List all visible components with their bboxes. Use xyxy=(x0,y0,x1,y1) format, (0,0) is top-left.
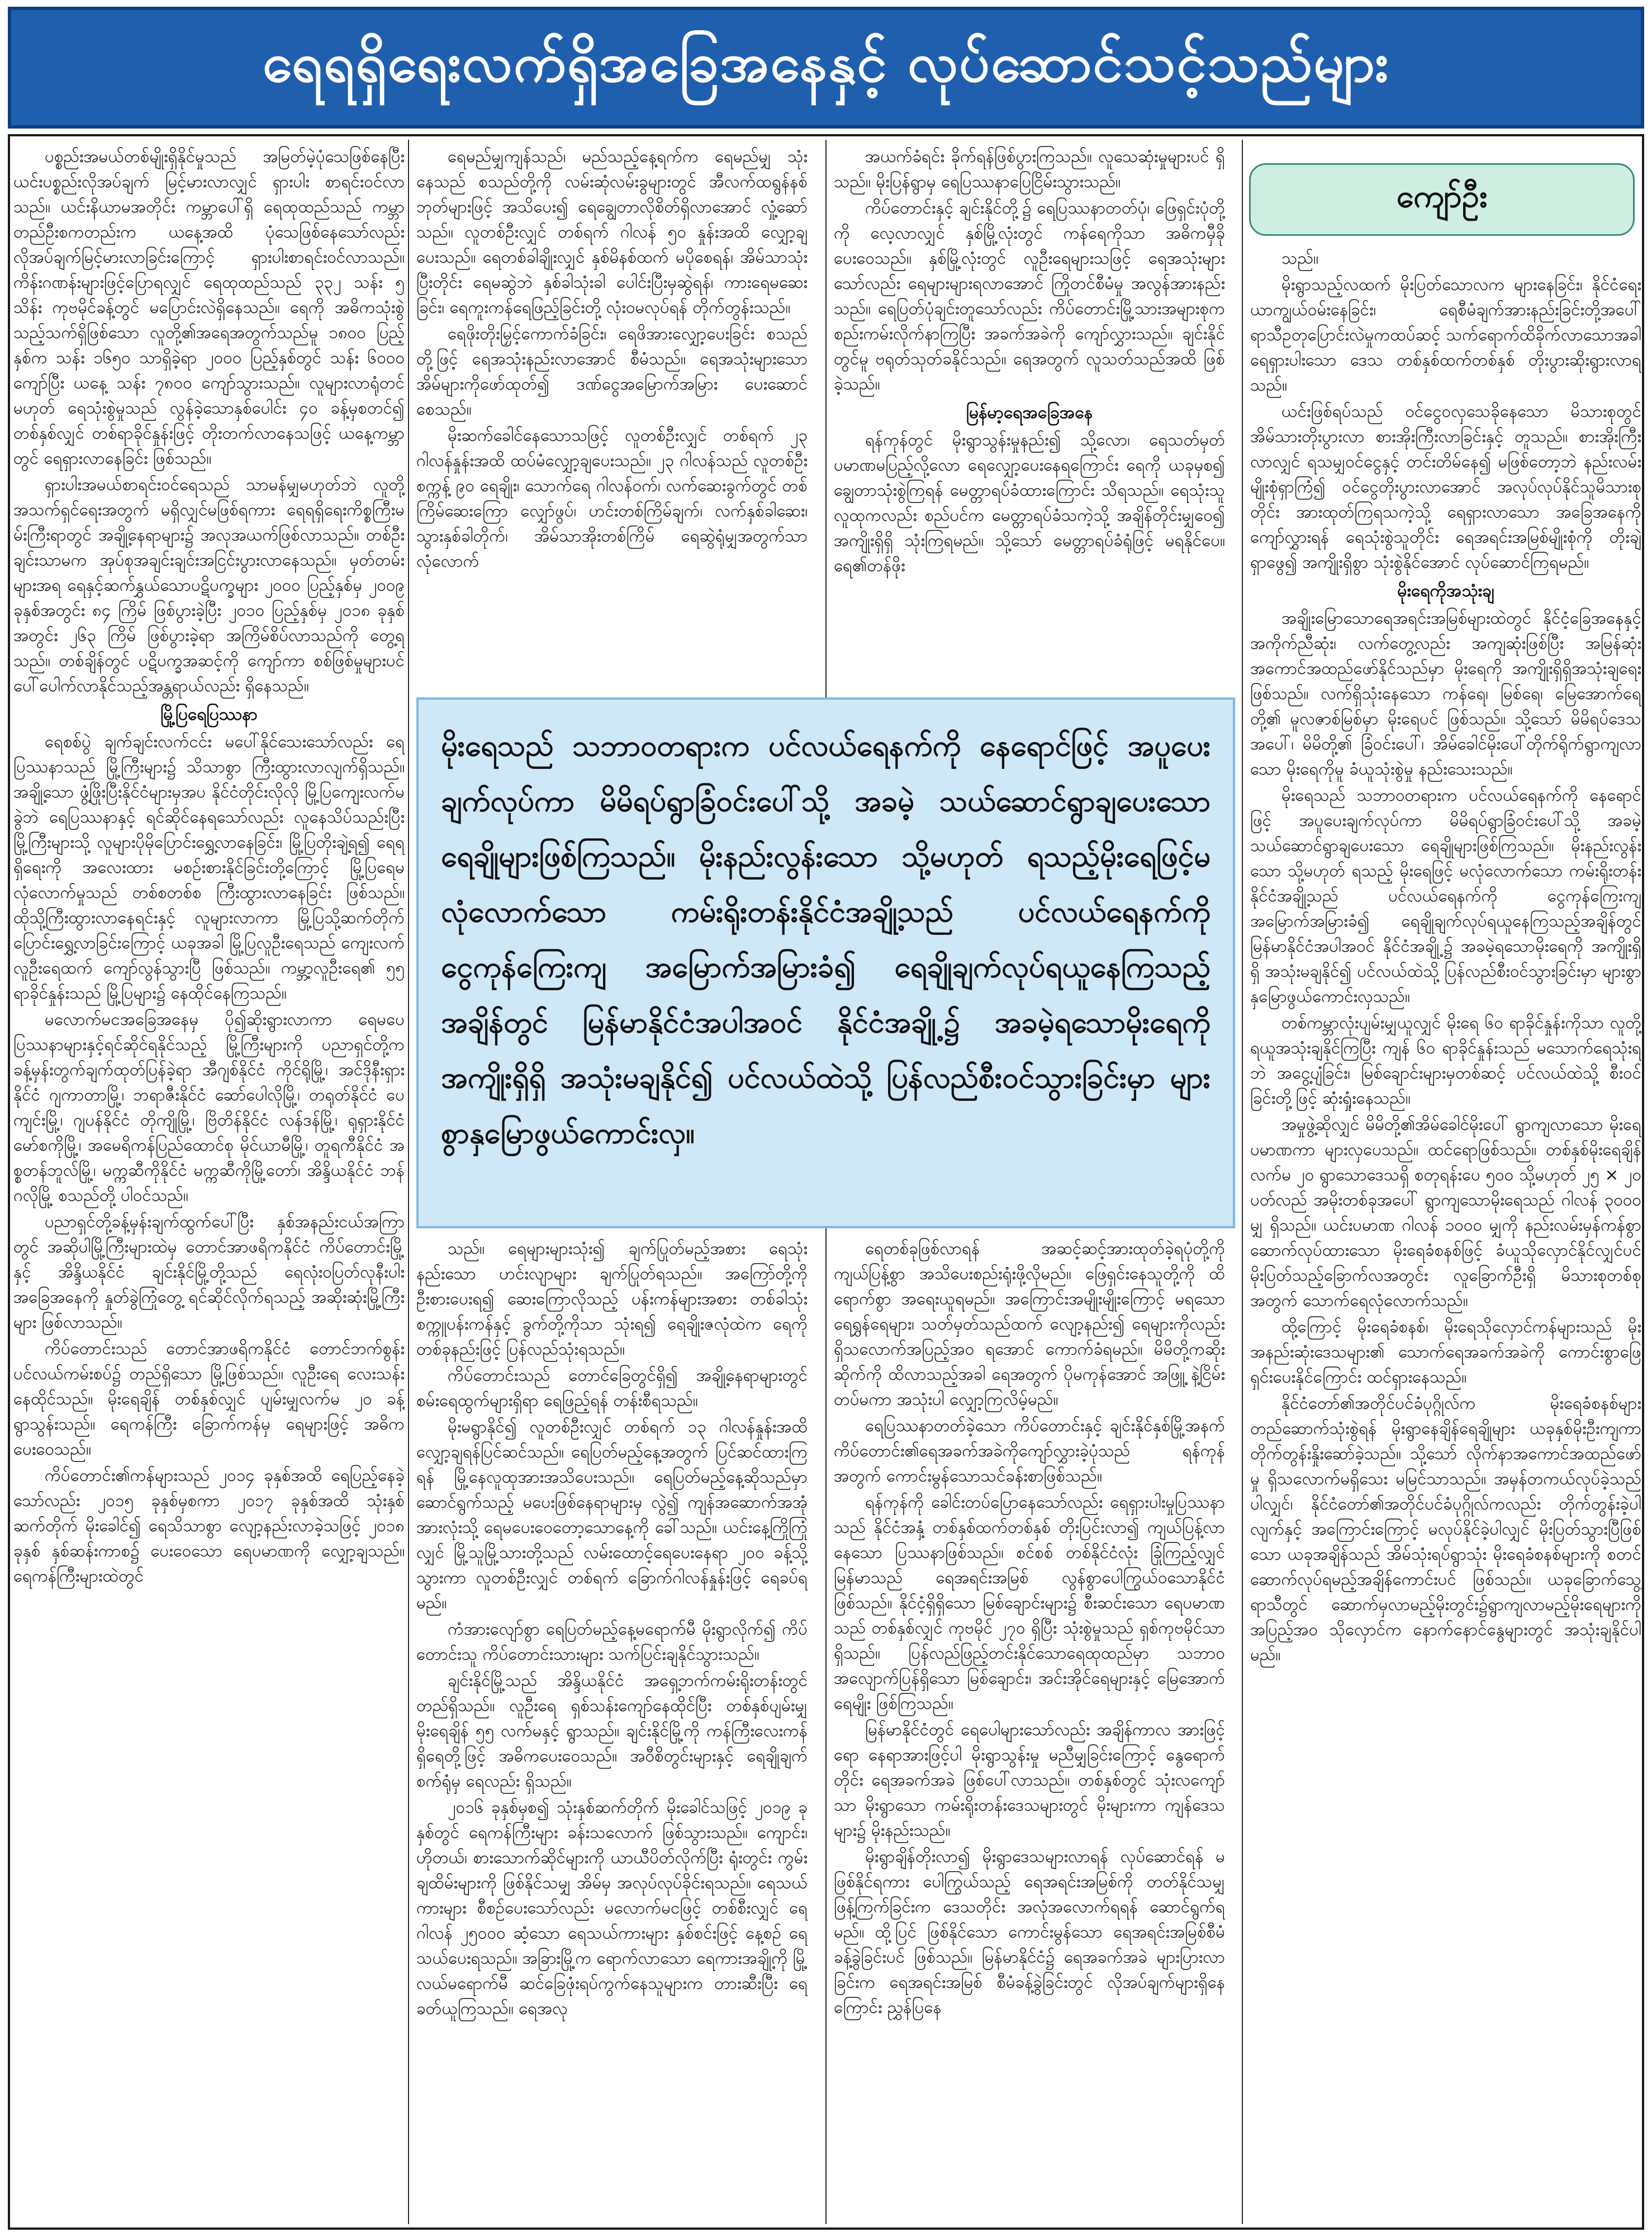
article-paragraph: ရေတစ်ခုဖြစ်လာရန် အဆင့်ဆင့်အားထုတ်ခဲ့ရပုံတို့ကို ကျယ်ပြန့်စွာ အသိပေးစည်းရုံးဖို့လိုမည်။ ဖြေရှင်းနေသူတို့ကို ထိရောက်စွာ အရေးယူရမည်။ အကြောင်းအမျိုးမျိုးကြောင့် မရသောရေရွှန်ရေများ၊ သတ်မှတ်သည်ထက် လျော့နည်း၍ ရေများကိုလည်း ရှိသလောက်အပြည့်အဝ ရအောင် ကောက်ခံရမည်။ မိမိတို့ကဆိုးဆိုက်ကို ထိလာသည့်အခါ ရေအတွက် ပိုမကုန်အောင် အဖြူ့ နဲ့ငြိမ်းတပ်မကာ အသုံးပါ လျှော့ကြလိမ့်မည်။ xyxy=(834,1239,1225,1409)
article-paragraph: အယက်ခံရင်း ခိုက်ရန်ဖြစ်ပွားကြသည်။ လူသေဆုံးမှုများပင် ရှိသည်။ မိုးပြန်ရွာမှ ရေပြဿနာပြေငြိမ်းသွားသည်။ xyxy=(834,147,1225,191)
article-paragraph: ပစ္စည်းအမယ်တစ်မျိုးရှိနိုင်မှုသည် အမြတ်မဲ့ပုံသေဖြစ်နေပြီး ယင်းပစ္စည်းလိုအပ်ချက် မြင့်မားလာလျှင် ရှားပါး စာရင်းဝင်လာသည်။ ယင်းနိယာမအတိုင်း ကမ္ဘာပေါ်ရှိ ရေထုထည်သည် ကမ္ဘာတည်ဦးစကတည်းက ယနေ့အထိ ပုံသေဖြစ်နေသော်လည်း လိုအပ်ချက်မြင့်မားလာခြင်းကြောင့် ရှားပါးစာရင်းဝင်လာသည်။ ကိန်းဂဏန်းများဖြင့်ပြောရလျှင် ရေထုထည်သည် ၃၃၂ သန်း ၅ သိန်း ကုဗမိုင်ခန့်တွင် မပြောင်းလဲရှိနေသည်။ ရေကို အဓိကသုံးစွဲသည့်သက်ရှိဖြစ်သော လူတို့၏အရေအတွက်သည်မူ ၁၈၀၀ ပြည့်နှစ်က သန်း ၁၆၅၀ သာရှိခဲ့ရာ ၂၀၀၀ ပြည့်နှစ်တွင် သန်း ၆၀၀၀ ကျော်ပြီး ယနေ့ သန်း ၇၈၀၀ ကျော်သွားသည်။ လူများလာရုံတင်မဟုတ် ရေသုံးစွဲမှုသည် လွန်ခဲ့သောနှစ်ပေါင်း ၄၀ ခန့်မှစတင်၍ တစ်နှစ်လျှင် တစ်ရာခိုင်နှုန်းဖြင့် တိုးတက်လာနေသဖြင့် ယနေ့ကမ္ဘာတွင် ရေရှားလာနေခြင်း ဖြစ်သည်။ xyxy=(13,147,405,468)
article-paragraph: ချင်းနိုင်မြို့သည် အိန္ဒိယနိုင်ငံ အရှေ့ဘက်ကမ်းရိုးတန်းတွင် တည်ရှိသည်။ လူဦးရေ ရှစ်သန်းကျော်နေထိုင်ပြီး တစ်နှစ်ပျမ်းမျှမိုးရေချိန် ၅၅ လက်မနှင့် ရွာသည်။ ချင်းနိုင်မြို့ကို ကန်ကြီးလေးကန်ရှိရေတို့ဖြင့် အဓိကပေးဝေသည်။ အဝီစိတွင်းများနှင့် ရေချိုချက်စက်ရုံမှ ရေလည်း ရှိသည်။ xyxy=(416,1671,808,1790)
article-paragraph: ရေပြဿနာတတ်ခဲ့သော ကိပ်တောင်းနှင့် ချင်းနိုင်နှစ်မြို့အနက် ကိပ်တောင်း၏ရေအခက်အခဲကိုကျော်လွှားခဲ့ပုံသည် ရန်ကုန်အတွက် ကောင်းမွန်သောသင်ခန်းစာဖြစ်သည်။ xyxy=(834,1416,1225,1485)
article-paragraph: တစ်ကမ္ဘာလုံးပျမ်းမျှယူလျှင် မိုးရေ ၆၀ ရာခိုင်နှုန်းကိုသာ လူတို့ရယူအသုံးချနိုင်ကြပြီး ကျန် ၆၀ ရာခိုင်နှုန်းသည် မသောက်ရေသုံးရဘဲ အငွေ့ပျံခြင်း၊ မြစ်ချောင်းများမှတစ်ဆင့် ပင်လယ်ထဲသို့ စီးဝင်ခြင်းတို့ဖြင့် ဆုံးရှုံးနေသည်။ xyxy=(1250,1013,1641,1108)
article-paragraph: ပညာရှင်တို့ခန့်မှန်းချက်ထွက်ပေါ်ပြီး နှစ်အနည်းငယ်အကြာတွင် အဆိုပါမြို့ကြီးများထဲမှ တောင်အာဖရိကနိုင်ငံ ကိပ်တောင်းမြို့နှင့် အိန္ဒိယနိုင်ငံ ချင်းနိုင်မြို့တို့သည် ရေလုံးဝပြတ်လုနီးပါး အခြေအနေကို နှုတ်ခွဲကြုံတွေ့ ရင်ဆိုင်လိုက်ရသည့် အဆိုးဆုံးမြို့ကြီးများ ဖြစ်လာသည်။ xyxy=(13,1212,405,1332)
article-paragraph: ကိပ်တောင်းသည် တောင်ခြေတွင်ရှိ၍ အချို့နေရာများတွင် စမ်းရေထွက်များရှိရာ ရေဖြည့်ရန် တန်းစီရသည်။ xyxy=(416,1366,808,1410)
article-column-2-bottom xyxy=(416,1236,808,2222)
section-heading: မြန်မာ့ရေအခြေအနေ xyxy=(966,403,1093,422)
article-paragraph: မိုးမရွာနိုင်၍ လူတစ်ဦးလျှင် တစ်ရက် ၁၃ ဂါလန်နှုန်းအထိ လျှော့ချရန်ပြင်ဆင်သည်။ ရေပြတ်မည့်နေ့အတွက် ပြင်ဆင်ထားကြရန် မြို့နေလူထုအားအသိပေးသည်။ ရေပြတ်မည့်နေ့ဆိုသည်မှာ ဆောင်ရွက်သည့် မပေးဖြစ်နေရာများမှ လွဲ၍ ကျန်အဆောက်အအုံအားလုံးသို့ ရေမပေးဝေတော့သောနေ့ကို ခေါ်သည်။ ယင်းနေ့ကြိုကြုံလျှင် မြို့သူမြို့သားတို့သည် လမ်းထောင့်ရေပေးနေရာ ၂၀၀ ခန့်သို့ သွားကာ လူတစ်ဦးလျှင် တစ်ရက် ခြောက်ဂါလန်နှုန်းဖြင့် ရေခပ်ရမည်။ xyxy=(416,1417,808,1612)
article-column-2 xyxy=(416,144,808,687)
article-column-3-bottom xyxy=(834,1236,1225,2222)
article-paragraph: မိုးရွာချိန်တိုးလာ၍ မိုးရွာဒေသများလာရန် လုပ်ဆောင်ရန် မဖြစ်နိုင်ရကား ပေါကြွယ်သည့် ရေအရင်းအမြစ်ကို တတ်နိုင်သမျှ ဖြန့်ကြက်ခြင်းက ဒေသတိုင်း အလုံအလောက်ရရန် ဆောင်ရွက်ရမည်။ ထို့ပြင် ဖြစ်နိုင်သော ကောင်းမွန်သော ရေအရင်းအမြစ်စီမံခန့်ခွဲခြင်းပင် ဖြစ်သည်။ မြန်မာနိုင်ငံ၌ ရေအခက်အခဲ များပြားလာခြင်းက ရေအရင်းအမြစ် စီမံခန့်ခွဲခြင်းတွင် လိုအပ်ချက်များရှိနေကြောင်း ညွှန်ပြနေ xyxy=(834,1847,1225,2017)
article-paragraph: မိုးရွာသည့်လထက် မိုးပြတ်သောလက များနေခြင်း၊ နိုင်ငံရေးယာကျွယ်ဝမ်းနေခြင်း၊ ရေစီမံချက်အားနည်းခြင်းတို့အပေါ် ရာသီဥတုပြောင်းလဲမှုကထပ်ဆင့် သက်ရောက်ထိခိုက်လာသောအခါ ရေရှားပါးသော ဒေသ တစ်နှစ်ထက်တစ်နှစ် တိုးပွားဆိုးရွားလာရသည်။ xyxy=(1250,275,1641,395)
section-heading: မြို့ပြရေပြဿနာ xyxy=(160,705,258,724)
article-column-3 xyxy=(834,144,1225,687)
author-name: ကျော်ဦး xyxy=(1396,178,1488,215)
article-paragraph: ကိပ်တောင်း၏ကန်များသည် ၂၀၁၄ ခုနှစ်အထိ ရေပြည့်နေခဲ့သော်လည်း ၂၀၁၅ ခုနှစ်မှစကာ ၂၀၁၇ ခုနှစ်အထိ သုံးနှစ်ဆက်တိုက် မိုးခေါင်၍ ရေသိသာစွာ လျော့နည်းလာခဲ့သဖြင့် ၂၀၁၈ ခုနှစ် နှစ်ဆန်းကာစ၌ ပေးဝေသော ရေပမာဏကို လျှော့ချသည်။ ရေကန်ကြီးများထဲတွင် xyxy=(13,1466,405,1585)
article-paragraph: ယင်းဖြစ်ရပ်သည် ဝင်ငွေဝလှသေခိုနေသော မိသားစုတွင် အိမ်သားတိုးပွားလာ စားအိုးကြီးလာခြင်းနှင့် တူသည်။ စားအိုးကြီးလာလျှင် ရသမျှဝင်ငွေနှင့် တင်းတိမ်နေ၍ မဖြစ်တော့ဘဲ နည်းလမ်းမျိုးစုံရှာကြံ၍ ဝင်ငွေတိုးပွားလာအောင် အလုပ်လုပ်နိုင်သူမိသားစုတိုင်း အားထုတ်ကြရသကဲ့သို့ ရေရှားလာသော အခြေအနေကို ကျော်လွှားရန် ရေသုံးစွဲသူတိုင်း ရေအရင်းအမြစ်မျိုးစုံကို တိုးချဲ့ရှာဖွေ၍ အကျိုးရှိစွာ သုံးစွဲနိုင်အောင် လုပ်ဆောင်ကြရမည်။ xyxy=(1250,402,1641,572)
article-paragraph: ရန်ကုန်တွင် မိုးရွာသွန်းမှုနည်း၍ သို့လော၊ ရေသတ်မှတ်ပမာဏမပြည့်လို့လော ရေလျှော့ပေးနေရကြောင်း ရေကို ယခုမှစ၍ ချွေတာသုံးစွဲကြရန် မေတ္တာရပ်ခံထားကြောင်း သိရသည်။ ရေသုံးသူလူထုကလည်း စည်ပင်က မေတ္တာရပ်ခံသကဲ့သို့ အချိန်တိုင်းမျှဝေ၍ အကျိုးရှိရှိ သုံးကြရမည်။ သို့သော် မေတ္တာရပ်ခံရုံဖြင့် မရနိုင်ပေ။ ရေ၏တန်ဖိုး xyxy=(834,430,1225,575)
author-box xyxy=(1249,163,1635,236)
article-paragraph: ရေစစ်ပွဲ ချက်ချင်းလက်ငင်း မပေါ်နိုင်သေးသော်လည်း ရေပြဿနာသည် မြို့ကြီးများ၌ သိသာစွာ ကြီးထွားလာလျက်ရှိသည်။ အချို့သော ဖွံ့ဖြိုးပြီးနိုင်ငံများမှအပ နိုင်ငံတိုင်းလိုလို မြို့ပြကျေးလက်မခွဲဘဲ ရေပြဿနာနှင့် ရင်ဆိုင်နေရသော်လည်း လူနေသိပ်သည်းပြီး မြို့ကြီးများသို့ လူများပိုမိုပြောင်းရွှေ့လာနေခြင်း၊ မြို့ပြတိုးချဲ့ရ၍ ရေရရှိရေးကို အလေးထား မစဉ်းစားနိုင်ခြင်းတို့ကြောင့် မြို့ပြရေမလုံလောက်မှုသည် တစ်စတစ်စ ကြီးထွားလာနေခြင်း ဖြစ်သည်။ ထိုသို့ကြီးထွားလာနေရင်းနှင့် လူများလာကာ မြို့ပြသို့ဆက်တိုက်ပြောင်းရွှေ့လာခြင်းကြောင့် ယခုအခါ မြို့ပြလူဦးရေသည် ကျေးလက်လူဦးရေထက် ကျော်လွန်သွားပြီ ဖြစ်သည်။ ကမ္ဘာ့လူဦးရေ၏ ၅၅ ရာခိုင်နှုန်းသည် မြို့ပြများ၌ နေထိုင်နေကြသည်။ xyxy=(13,732,405,1003)
article-paragraph: ရန်ကုန်ကို ခေါင်းတပ်ပြောနေသော်လည်း ရေရှားပါးမှုပြဿနာသည် နိုင်ငံအနှံ့ တစ်နှစ်ထက်တစ်နှစ် တိုးပြင်းလာ၍ ကျယ်ပြန့်လာနေသော ပြဿနာဖြစ်သည်။ စင်စစ် တစ်နိုင်ငံလုံး ခြုံကြည့်လျှင် မြန်မာသည် ရေအရင်းအမြစ် လွန်စွာပေါကြွယ်ဝသောနိုင်ငံ ဖြစ်သည်။ နိုင်ငံ့ရှိရှိသော မြစ်ချောင်းများ၌ စီးဆင်းသော ရေပမာဏသည် တစ်နှစ်လျှင် ကုဗမိုင် ၂၇၀ ရှိပြီး သုံးစွဲမှုသည် ရှစ်ကုဗမိုင်သာ ရှိသည်။ ပြန်လည်ဖြည့်တင်းနိုင်သောရေထုထည်မှာ သဘာဝ အလျောက်ပြန်ရှိသော မြစ်ချောင်း၊ အင်းအိုင်ရေများနှင့် မြေအောက်ရေမျိုး ဖြစ်ကြသည်။ xyxy=(834,1493,1225,1713)
article-paragraph: ကိပ်တောင်းသည် တောင်အာဖရိကနိုင်ငံ တောင်ဘက်စွန်း ပင်လယ်ကမ်းစပ်၌ တည်ရှိသော မြို့ဖြစ်သည်။ လူဦးရေ လေးသန်းနေထိုင်သည်။ မိုးရေချိန် တစ်နှစ်လျှင် ပျမ်းမျှလက်မ ၂၀ ခန့် ရွာသွန်းသည်။ ရေကန်ကြီး ခြောက်ကန်မှ ရေများဖြင့် အဓိကပေးဝေသည်။ xyxy=(13,1339,405,1459)
article-column-1 xyxy=(13,144,405,2222)
article-paragraph: ကံအားလျော်စွာ ရေပြတ်မည့်နေ့မရောက်မီ မိုးရွာလိုက်၍ ကိပ်တောင်းသူ ကိပ်တောင်းသားများ သက်ပြင်းချနိုင်သွားသည်။ xyxy=(416,1619,808,1664)
title-bar xyxy=(8,7,1644,129)
column-divider xyxy=(1242,140,1243,2224)
article-paragraph: မိုးဆက်ခေါင်နေသောသဖြင့် လူတစ်ဦးလျှင် တစ်ရက် ၂၃ ဂါလန်နှုန်းအထိ ထပ်မံလျှော့ချပေးသည်။ ၂၃ ဂါလန်သည် လူတစ်ဦး စက္ကန့် ၉၀ ရေချိုး၊ သောက်ရေ ဂါလန်ဝက်၊ လက်ဆေးခွက်တွင် တစ်ကြိမ်ဆေးကြော လျှော်ဖွပ်၊ ဟင်းတစ်ကြိမ်ချက်၊ လက်နှစ်ခါဆေး၊ သွားနှစ်ခါတိုက်၊ အိမ်သာအိုးတစ်ကြိမ် ရေဆွဲရုံမျှအတွက်သာ လုံလောက် xyxy=(416,426,808,571)
section-heading: မိုးရေကိုအသုံးချ xyxy=(1397,581,1494,601)
column-divider xyxy=(408,140,409,2224)
article-paragraph: ရေဖိုးတိုးမြှင့်ကောက်ခံခြင်း၊ ရေဖိအားလျှော့ပေးခြင်း စသည်တို့ဖြင့် ရေအသုံးနည်းလာအောင် စီမံသည်။ ရေအသုံးများသော အိမ်များကိုဖော်ထုတ်၍ ဒဏ်ငွေအမြောက်အမြား ပေးဆောင်စေသည်။ xyxy=(416,324,808,419)
article-paragraph: ကိပ်တောင်းနှင့် ချင်းနိုင်တို့၌ ရေပြဿနာတတ်ပုံ၊ ဖြေရှင်းပုံတို့ကို လေ့လာလျှင် နှစ်မြို့လုံးတွင် ကန်ရေကိုသာ အဓိကမှီခိုပေးဝေသည်။ နှစ်မြို့လုံးတွင် လူဦးရေများသဖြင့် ရေအသုံးများသော်လည်း ရေများများရလာအောင် ကြိုတင်စီမံမှု အလွန်အားနည်းသည်။ ရေပြတ်ပုံချင်းတူသော်လည်း ကိပ်တောင်းမြို့သားအများစုက စည်းကမ်းလိုက်နာကြပြီး အခက်အခဲကို ကျော်လွှားသည်။ ချင်းနိုင်တွင်မူ ဗရုတ်သုတ်ခနိုင်သည်။ ရေအတွက် လူသတ်သည်အထိ ဖြစ်ခဲ့သည်။ xyxy=(834,198,1225,393)
article-paragraph: ရေမည်မျှကျန်သည်၊ မည်သည့်နေ့ရက်က ရေမည်မျှ သုံးနေသည် စသည်တို့ကို လမ်းဆုံလမ်းခွများတွင် အီလက်ထရွန်နစ်ဘုတ်များဖြင့် အသိပေး၍ ရေချွေတာလိုစိတ်ရှိလာအောင် လှုံ့ဆော်သည်။ လူတစ်ဦးလျှင် တစ်ရက် ဂါလန် ၅၀ နှုန်းအထိ လျှော့ချပေးသည်။ ရေတစ်ခါချိုးလျှင် နှစ်မိနစ်ထက် မပိုစေရန်၊ အိမ်သာသုံးပြီးတိုင်း ရေမဆွဲဘဲ နှစ်ခါသုံးခါ ပေါင်းပြီးမှဆွဲရန်၊ ကားရေမဆေးခြင်း၊ ရေကူးကန်ရေဖြည့်ခြင်းတို့ လုံးဝမလုပ်ရန် တိုက်တွန်းသည်။ xyxy=(416,147,808,317)
article-paragraph: သည်။ ရေများများသုံး၍ ချက်ပြုတ်မည့်အစား ရေသုံးနည်းသော ဟင်းလျာများ ချက်ပြုတ်ရသည်။ အကြော်တို့ကို ဦးစားပေးရ၍ ဆေးကြောလိုသည့် ပန်းကန်များအစား တစ်ခါသုံး စက္ကူပန်းကန်နှင့် ခွက်တို့ကိုသာ သုံးရ၍ ရေချိုးဇလုံထဲက ရေကို တစ်ခုနည်းဖြင့် ပြန်လည်သုံးရသည်။ xyxy=(416,1239,808,1359)
article-paragraph: အမှုဖွဲ့ဆိုလျှင် မိမိတို့၏အိမ်ခေါင်မိုးပေါ် ရွာကျလာသော မိုးရေပမာဏကာ များလှပေသည်။ ထင်ရောဖြစ်သည်။ တစ်နှစ်မိုးရေချိန် လက်မ ၂၀ ရွာသောဒေသရှိ စတုရန်းပေ ၅၀၀ သို့မဟုတ် ၂၅ × ၂၀ ပတ်လည် အမိုးတစ်ခုအပေါ် ရွာကျသောမိုးရေသည် ဂါလန် ၃၀၀၀ မျှ ရှိသည်။ ယင်းပမာဏ ဂါလန် ၁၀၀၀ မျှကို နည်းလမ်းမှန်ကန်စွာ ဆောက်လုပ်ထားသော မိုးရေခံစနစ်ဖြင့် ခံယူသိုလှောင်နိုင်လျှင်ပင် မိုးပြတ်သည့်ခြောက်လအတွင်း လူခြောက်ဦးရှိ မိသားစုတစ်စုအတွက် သောက်ရေလုံလောက်သည်။ xyxy=(1250,1115,1641,1310)
article-paragraph: အချိုးမြောသောရေအရင်းအမြစ်များထဲတွင် နိုင်ငံ့ခြေအနေနှင့်အကိုက်ညီဆုံး၊ လက်တွေ့လည်း အကျဆုံးဖြစ်ပြီး အမြန်ဆုံး အကောင်အထည်ဖော်နိုင်သည်မှာ မိုးရေကို အကျိုးရှိရှိအသုံးချရေး ဖြစ်သည်။ လက်ရှိသုံးနေသော ကန်ရေ၊ မြစ်ရေ၊ မြေအောက်ရေတို့၏ မူလဇာစ်မြစ်မှာ မိုးရေပင် ဖြစ်သည်။ သို့သော် မိမိရပ်ဒေသအပေါ်၊ မိမိတို့၏ ခြံဝင်းပေါ်၊ အိမ်ခေါင်မိုးပေါ်တိုက်ရိုက်ရွာကျလာသော မိုးရေကိုမူ ခံယူသုံးစွဲမှု နည်းသေးသည်။ xyxy=(1250,609,1641,778)
article-paragraph: မြန်မာနိုင်ငံတွင် ရေပေါများသော်လည်း အချိန်ကာလ အားဖြင့်ရော နေရာအားဖြင့်ပါ မိုးရွာသွန်းမှု မညီမျှခြင်းကြောင့် နွေရောက်တိုင်း ရေအခက်အခဲ ဖြစ်ပေါ်လာသည်။ တစ်နှစ်တွင် သုံးလကျော်သာ မိုးရွာသော ကမ်းရိုးတန်းဒေသများတွင် မိုးများကာ ကျန်ဒေသများ၌ မိုးနည်းသည်။ xyxy=(834,1720,1225,1840)
article-paragraph: ထို့ကြောင့် မိုးရေခံစနစ်၊ မိုးရေသိုလှောင်ကန်များသည် မိုးအနည်းဆုံးဒေသများ၏ သောက်ရေအခက်အခဲကို ကောင်းစွာဖြေရှင်းပေးနိုင်ကြောင်း ထင်ရှားနေသည်။ xyxy=(1250,1317,1641,1386)
article-paragraph: မလောက်မငအခြေအနေမှ ပို၍ဆိုးရွားလာကာ ရေမပေပြဿနာများနှင့်ရင်ဆိုင်ရနိုင်သည့် မြို့ကြီးများကို ပညာရှင်တို့က ခန့်မှန်းတွက်ချက်ထုတ်ပြန်ခဲ့ရာ အီဂျစ်နိုင်ငံ ကိုင်ရိုမြို့၊ အင်ဒိုနီးရှားနိုင်ငံ ဂျကာတာမြို့၊ ဘရာဇီးနိုင်ငံ ဆော်ပေါလိုမြို့၊ တရုတ်နိုင်ငံ ပေကျင်းမြို့၊ ဂျပန်နိုင်ငံ တိုကျိုမြို့၊ ဗြိတိန်နိုင်ငံ လန်ဒန်မြို့၊ ရုရှားနိုင်ငံ မော်စကိုမြို့၊ အမေရိကန်ပြည်ထောင်စု မိုင်ယာမီမြို့၊ တူရကီနိုင်ငံ အစ္စတန်ဘူလ်မြို့၊ မက္ကဆီကိုနိုင်ငံ မက္ကဆီကိုမြို့တော်၊ အိန္ဒိယနိုင်ငံ ဘန်ဂလိုမြို့ စသည်တို့ ပါဝင်သည်။ xyxy=(13,1010,405,1205)
article-paragraph: သည်။ xyxy=(1281,249,1318,268)
page-title: ရေရရှိရေးလက်ရှိအခြေအနေနှင့် လုပ်ဆောင်သင့်သည်များ xyxy=(262,31,1390,94)
article-paragraph: မိုးရေသည် သဘာဝတရားက ပင်လယ်ရေနက်ကို နေရောင်ဖြင့် အပူပေးချက်လုပ်ကာ မိမိရပ်ရွာခြံဝင်းပေါ်သို့ အခမဲ့သယ်ဆောင်ရွာချပေးသော ရေချိုများဖြစ်ကြသည်။ မိုးနည်းလွန်းသော သို့မဟုတ် ရသည့် မိုးရေဖြင့် မလုံလောက်သော ကမ်းရိုးတန်းနိုင်ငံအချို့သည် ပင်လယ်ရေနက်ကို ငွေကုန်ကြေးကျ အမြောက်အမြားခံ၍ ရေချိုချက်လုပ်ရယူနေကြသည့်အချိန်တွင် မြန်မာနိုင်ငံအပါအဝင် နိုင်ငံအချို့၌ အခမဲ့ရသောမိုးရေကို အကျိုးရှိရှိ အသုံးမချနိုင်၍ ပင်လယ်ထဲသို့ ပြန်လည်စီးဝင်သွားခြင်းမှာ များစွာနှမြောဖွယ်ကောင်းလှသည်။ xyxy=(1250,786,1641,1006)
article-column-4 xyxy=(1250,246,1641,2222)
pull-quote: မိုးရေသည် သဘာဝတရားက ပင်လယ်ရေနက်ကို နေရောင်ဖြင့် အပူပေးချက်လုပ်ကာ မိမိရပ်ရွာခြံဝင်းပေါ်သို့ အခမဲ့ သယ်ဆောင်ရွာချပေးသော ရေချိုများဖြစ်ကြသည်။ မိုးနည်းလွန်းသော သို့မဟုတ် ရသည့်မိုးရေဖြင့်မလုံလောက်သော ကမ်းရိုးတန်းနိုင်ငံအချို့သည် ပင်လယ်ရေနက်ကို ငွေကုန်ကြေးကျ အမြောက်အမြားခံ၍ ရေချိုချက်လုပ်ရယူနေကြသည့်အချိန်တွင် မြန်မာနိုင်ငံအပါအဝင် နိုင်ငံအချို့၌ အခမဲ့ရသောမိုးရေကို အကျိုးရှိရှိ အသုံးမချနိုင်၍ ပင်လယ်ထဲသို့ ပြန်လည်စီးဝင်သွားခြင်းမှာ များစွာနှမြောဖွယ်ကောင်းလှ။ xyxy=(416,697,1235,1228)
article-paragraph: နိုင်ငံတော်၏အတိုင်ပင်ခံပုဂ္ဂိုလ်က မိုးရေခံစနစ်များတည်ဆောက်သုံးစွဲရန် မိုးရွာနေချိန်ရေချိုများ ယခုနှစ်မိုးဦးကျကာ တိုက်တွန်းနှိုးဆော်ခဲ့သည်။ သို့သော် လိုက်နာအကောင်အထည်ဖော်မှု ရှိသလောက်မရှိသေး မမြင်သာသည်။ အမှန်တကယ်လုပ်ခဲ့သည်ပါလျှင်၊ နိုင်ငံတော်၏အတိုင်ပင်ခံပုဂ္ဂိုလ်ကလည်း တိုက်တွန်းခဲ့ပါလျက်နှင့် အကြောင်းကြောင့် မလုပ်နိုင်ခဲ့ပါလျှင် မိုးပြတ်သွားပြီဖြစ်သော ယခုအချိန်သည် အိမ်သုံးရပ်ရွာသုံး မိုးရေခံစနစ်များကို စတင်ဆောက်လုပ်ရမည့်အချိန်ကောင်းပင် ဖြစ်သည်။ ယခုခြောက်သွေ့ရာသီတွင် ဆောက်မှလာမည့်မိုးတွင်း၌ရွာကျလာမည့်မိုးရေများကို အပြည့်အဝ သိုလှောင်က နောက်နောင်နွေများတွင် အသုံးချနိုင်ပါမည်။ xyxy=(1250,1394,1641,1664)
article-paragraph: ၂၀၁၆ ခုနှစ်မှစ၍ သုံးနှစ်ဆက်တိုက် မိုးခေါင်သဖြင့် ၂၀၁၉ ခုနှစ်တွင် ရေကန်ကြီးများ ခန်းသလောက် ဖြစ်သွားသည်။ ကျောင်း၊ ဟိုတယ်၊ စားသောက်ဆိုင်များကို ယာယီပိတ်လိုက်ပြီး ရုံးတွင်း ကွမ်းချထိမ်းများကို ဖြစ်နိုင်သမျှ အိမ်မှ အလုပ်လုပ်ခိုင်းရသည်။ ရေသယ်ကားများ စီစဉ်ပေးသော်လည်း မလောက်မငဖြင့် တစ်စီးလျှင် ရေဂါလန် ၂၅၀၀၀ ဆံ့သော ရေသယ်ကားများ နှစ်စင်းဖြင့် နေ့စဉ် ရေသယ်ပေးရသည်။ အခြားမြို့က ရောက်လာသော ရေကားအချို့ကို မြို့လယ်မရောက်မီ ဆင်ခြေဖုံးရပ်ကွက်နေသူများက တားဆီးပြီး ရေခတ်ယူကြသည်။ ရေအလု xyxy=(416,1798,808,2018)
article-paragraph: ရှားပါးအမယ်စာရင်းဝင်ရေသည် သာမန်မျှမဟုတ်ဘဲ လူတို့အသက်ရှင်ရေးအတွက် မရှိလျှင်မဖြစ်ရကား ရေရရှိရေးကိစ္စကြီးမမ်းကြီးရာတွင် အချို့နေရာများ၌ အလုအယက်ဖြစ်လာသည်။ တစ်ဦးချင်းသာမက အုပ်စုအချင်းချင်းအငြင်းပွားလာနေသည်။ မှတ်တမ်းများအရ ရေနှင့်ဆက်နွှယ်သောပဋိပက္ခများ ၂၀၀၀ ပြည့်နှစ်မှ ၂၀၀၉ ခုနှစ်အတွင်း ၈၄ ကြိမ် ဖြစ်ပွားခဲ့ပြီး ၂၀၁၀ ပြည့်နှစ်မှ ၂၀၁၈ ခုနှစ်အတွင်း ၂၆၃ ကြိမ် ဖြစ်ပွားခဲ့ရာ အကြိမ်စိပ်လာသည်ကို တွေ့ရသည်။ တစ်ချိန်တွင် ပဋိပက္ခအဆင့်ကို ကျော်ကာ စစ်ဖြစ်မှုများပင် ပေါ်ပေါက်လာနိုင်သည့်အန္တရာယ်လည်း ရှိနေသည်။ xyxy=(13,475,405,695)
